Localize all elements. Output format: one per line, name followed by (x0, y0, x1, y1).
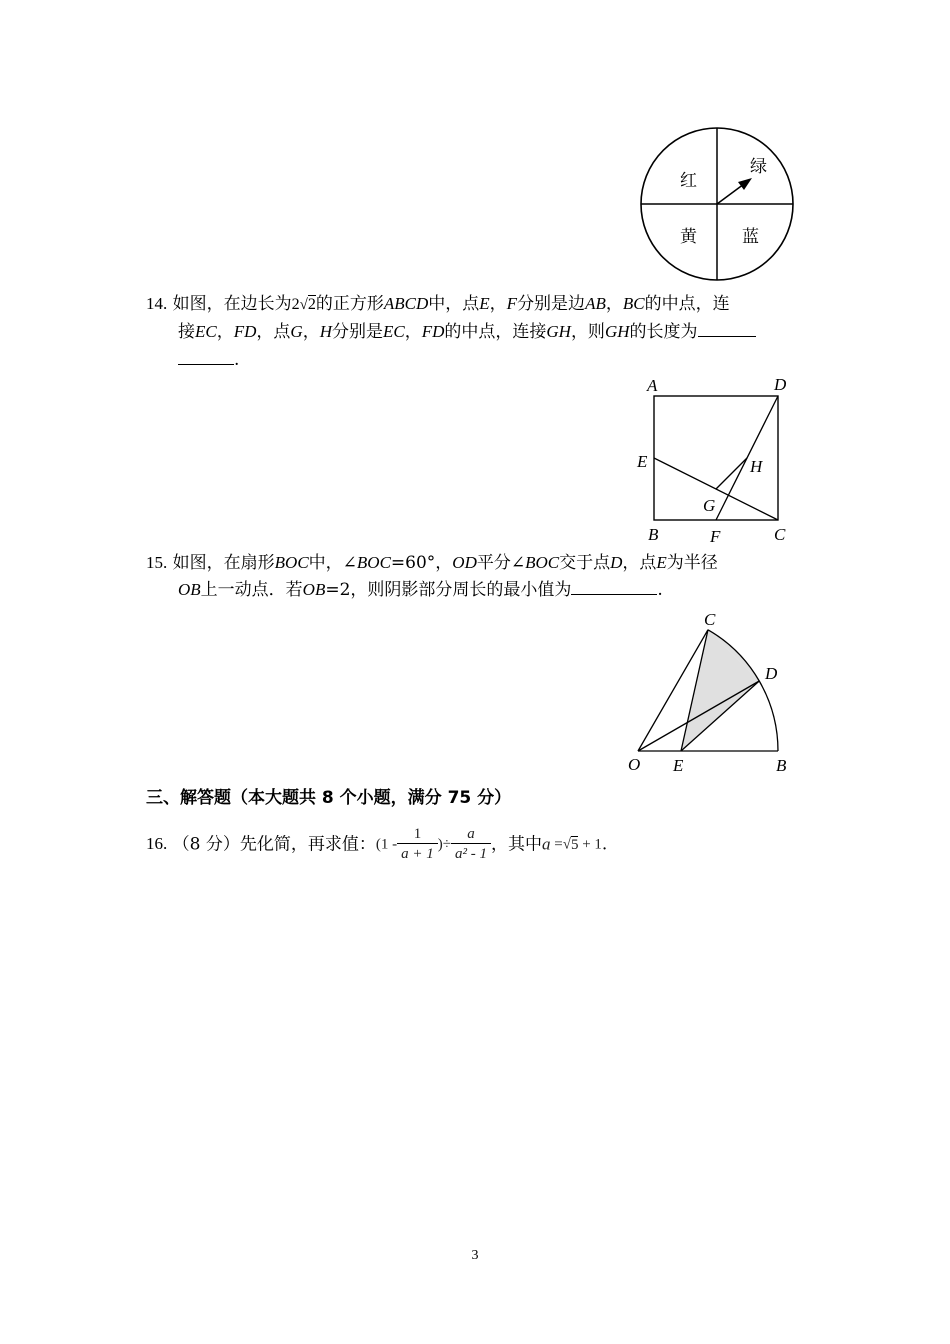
q14-seg-fd2: FD (421, 322, 445, 341)
q14-square-name: ABCD (383, 294, 429, 313)
q14-side-ab: AB (585, 294, 606, 313)
label-c: C (774, 525, 786, 544)
q14-side-bc: BC (622, 294, 645, 313)
q14-comma4: ， (302, 322, 320, 342)
q16-paren-open: (1 - (375, 836, 398, 853)
q15-text-c: =60°， (390, 553, 453, 573)
segment-gh (716, 458, 747, 489)
q15-text-f: ，点 (622, 553, 657, 573)
q15-ob2: OB (302, 580, 326, 599)
q16-number: 16. (146, 834, 168, 853)
label-d: D (765, 664, 778, 683)
label-e: E (637, 452, 648, 471)
q14-point-f: F (506, 294, 518, 313)
label-a: A (647, 376, 658, 395)
q16-frac1-den: a + 1 (401, 846, 434, 862)
q16-paren-close: ) (437, 836, 443, 853)
q14-period: . (234, 350, 240, 370)
q16-var-a: a (542, 834, 551, 854)
q15-answer-blank[interactable] (571, 578, 657, 595)
q16-eq: = (550, 836, 563, 853)
q14-text-h: 分别是 (331, 322, 383, 342)
q15-boc3: BOC (525, 553, 560, 572)
q14-seg-ec: EC (195, 322, 217, 341)
q16-sqrt: √5 (562, 836, 579, 853)
label-h: H (750, 457, 763, 476)
q14-text-g: ，点 (256, 322, 291, 342)
q14-point-g: G (290, 322, 303, 341)
q14-text-j: ，则 (570, 322, 605, 342)
q16-fraction-1 (397, 825, 438, 864)
label-c: C (704, 610, 716, 629)
label-d: D (774, 375, 787, 394)
q15-text-b: 中，∠ (308, 553, 357, 573)
q15-text-i: =2，则阴影部分周长的最小值为 (325, 580, 572, 600)
q14-square-figure (630, 372, 800, 548)
q15-e: E (656, 553, 667, 572)
q14-text-k: 的长度为 (629, 322, 698, 342)
label-g: G (703, 496, 716, 515)
q14-number: 14. (146, 294, 168, 313)
spinner-label-green: 绿 (750, 157, 767, 177)
q16-period: . (601, 834, 608, 855)
q14-text-d: 分别是边 (517, 294, 586, 314)
q14-line2 (178, 320, 756, 344)
spinner-label-yellow: 黄 (680, 227, 697, 247)
q16-frac1-num: 1 (397, 825, 438, 844)
q14-text-b: 的正方形 (315, 294, 384, 314)
q15-period: . (657, 580, 663, 600)
q16-sqrt-val: 5 (570, 836, 579, 853)
q16-text-b: ，其中 (491, 834, 542, 855)
q14-seg-ec2: EC (382, 322, 405, 341)
label-e: E (673, 756, 684, 775)
shaded-region (681, 630, 759, 751)
q14-comma5: ， (404, 322, 422, 342)
q14-point-h: H (319, 322, 332, 341)
section-3-heading: 三、解答题（本大题共 8 个小题，满分 75 分） (146, 788, 512, 808)
spinner-arrow-shaft (717, 184, 744, 204)
q14-line1 (146, 292, 730, 317)
q15-text-e: 交于点 (559, 553, 611, 573)
q14-point-e: E (479, 294, 490, 313)
q15-text-d: 平分∠ (476, 553, 526, 573)
q14-text-c: 中，点 (428, 294, 480, 314)
q16-div-sign: ÷ (442, 836, 451, 853)
q14-comma1: ， (489, 294, 507, 314)
q15-number: 15. (146, 553, 168, 572)
page-number: 3 (471, 1248, 479, 1263)
q14-text-e: 的中点，连 (644, 294, 730, 314)
spinner-figure (636, 124, 800, 284)
q16-plus1: + 1 (578, 836, 602, 853)
q15-line1 (146, 551, 718, 575)
q14-answer-blank-2[interactable] (178, 348, 234, 365)
label-f: F (710, 527, 721, 546)
q14-text-a: 如图，在边长为 (172, 294, 292, 314)
q15-d: D (610, 553, 623, 572)
q14-seg-fd: FD (233, 322, 257, 341)
q14-seg-gh: GH (546, 322, 571, 341)
label-o: O (628, 755, 641, 774)
q15-ob: OB (178, 580, 201, 599)
q16-frac2-num: a (451, 825, 491, 844)
q16-line (146, 822, 607, 866)
spinner-label-red: 红 (680, 171, 697, 191)
label-b: B (648, 525, 659, 544)
q14-answer-blank-1[interactable] (698, 320, 756, 337)
q15-line2 (178, 578, 663, 602)
q14-seg-gh2: GH (604, 322, 630, 341)
label-b: B (776, 756, 787, 775)
q15-boc: BOC (274, 553, 309, 572)
q15-text-h: 上一动点．若 (200, 580, 303, 600)
q14-comma2: ， (605, 294, 623, 314)
q15-od: OD (452, 553, 477, 572)
spinner-arrow-head (738, 178, 752, 190)
q14-comma3: ， (216, 322, 234, 342)
q14-text-i: 的中点，连接 (444, 322, 547, 342)
spinner-label-blue: 蓝 (742, 227, 759, 247)
q15-boc2: BOC (356, 553, 391, 572)
q15-text-a: 如图，在扇形 (172, 553, 275, 573)
q14-line3 (178, 348, 239, 372)
q15-sector-figure (620, 606, 810, 778)
q16-text-a: （8 分）先化简，再求值： (172, 834, 376, 855)
q16-frac2-den: a² - 1 (455, 846, 487, 862)
q16-fraction-2 (451, 825, 491, 864)
q14-text-f: 接 (178, 322, 195, 342)
q15-text-g: 为半径 (666, 553, 718, 573)
q14-radical: 2√2 (291, 296, 316, 313)
